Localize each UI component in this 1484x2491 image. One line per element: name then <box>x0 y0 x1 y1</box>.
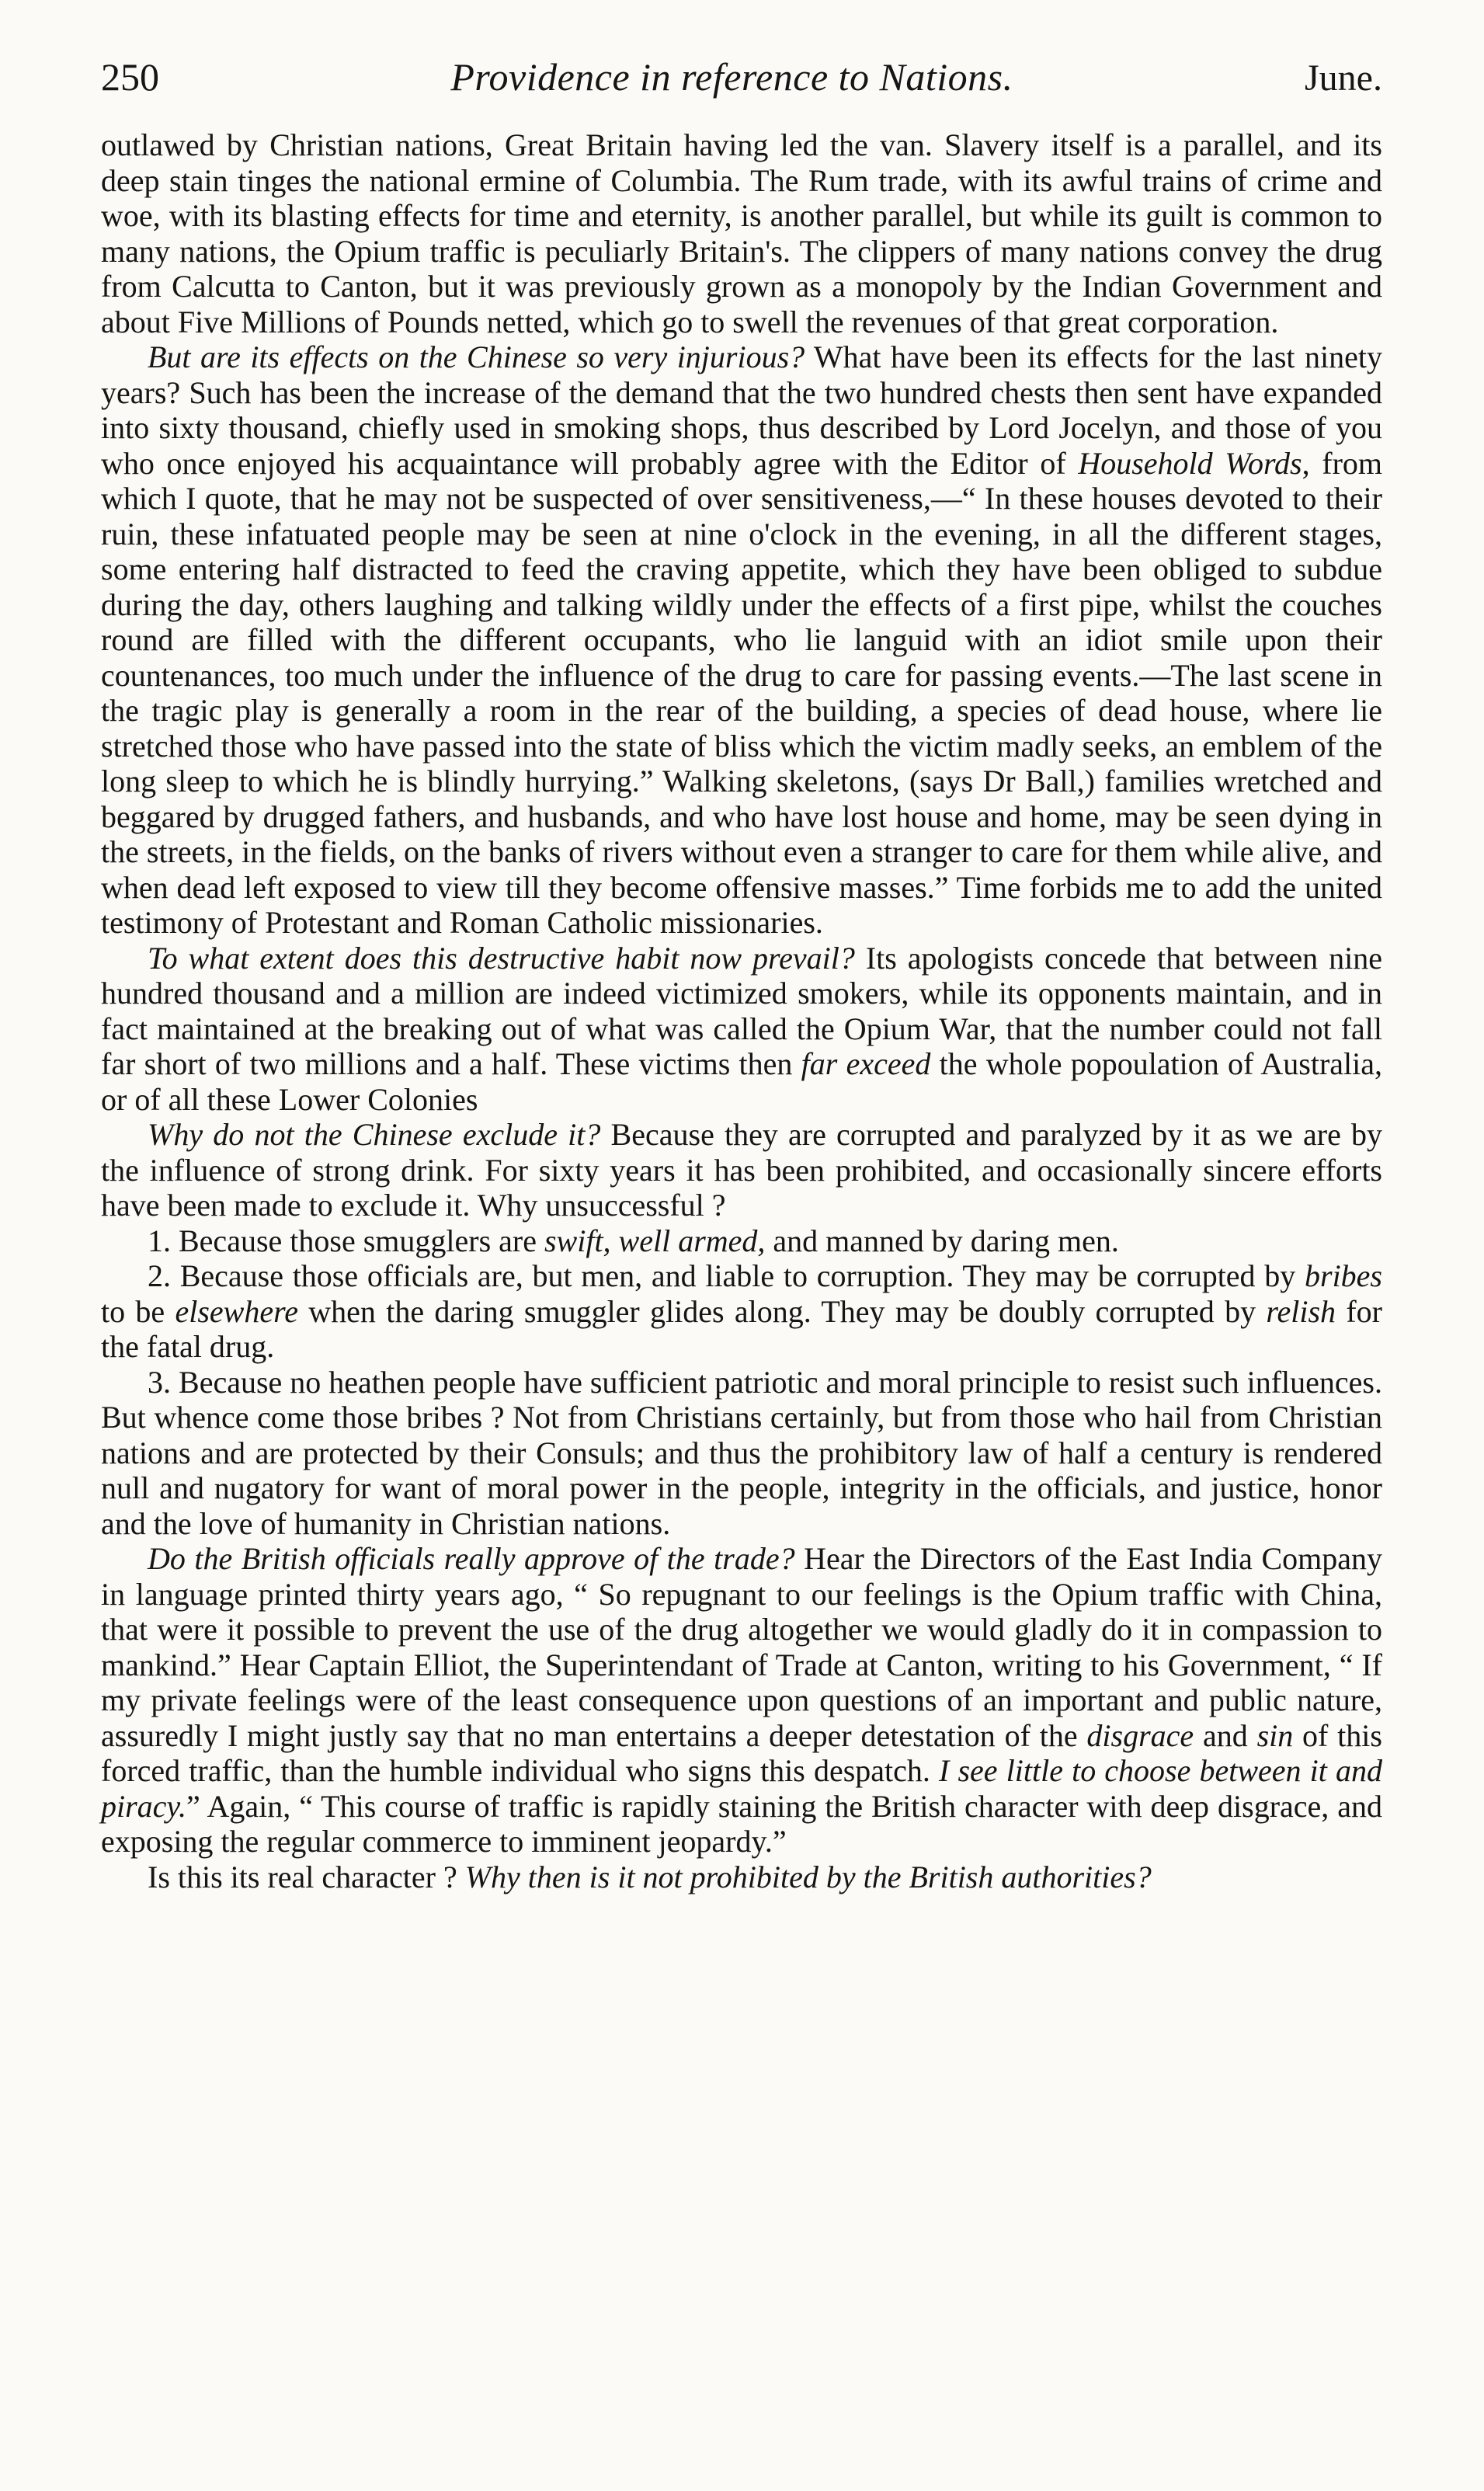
body-text-run: 3. Because no heathen people have sufficient patriotic and moral principle to resist such influences. But whence come those bribes ? Not from Christians certainly, but from those who hail from Christian nations and are protected by their Consuls; and thus the prohibitory law of half a century is rendered null and nugatory for want of moral power in the people, integrity in the officials, and justice, honor and the love of humanity in Christian nations. <box>101 1364 1382 1541</box>
italic-text: disgrace <box>1086 1717 1194 1753</box>
page-number: 250 <box>101 55 159 99</box>
italic-text: bribes <box>1305 1258 1382 1293</box>
italic-text: But are its effects on the Chinese so very injurious? <box>148 339 805 374</box>
body-text-run: for the fatal drug. <box>101 1293 1382 1364</box>
italic-text: I see little to choose between it and piracy. <box>101 1753 1382 1824</box>
italic-text: Do the British officials really approve of the trade? <box>148 1541 795 1576</box>
italic-text: sin <box>1256 1717 1294 1753</box>
italic-text: far exceed <box>801 1046 931 1081</box>
paragraph-reason-1 <box>101 1223 1382 1259</box>
body-text-run: Its apologists concede that between nine hundred thousand and a million are indeed victimized smokers, while its opponents maintain, and in fact maintained at the breaking out of what was called the Opium War, that the number could not fall far short of two millions and a half. These victims then <box>101 940 1382 1081</box>
italic-text: Why do not the Chinese exclude it? <box>148 1117 601 1152</box>
body-text-run: and <box>1194 1717 1257 1753</box>
paragraph-effects-on-chinese <box>101 339 1382 941</box>
body-text-run: when the daring smuggler glides along. They may be doubly corrupted by <box>297 1293 1267 1329</box>
italic-text: elsewhere <box>175 1293 298 1329</box>
body-text-run: Because they are corrupted and paralyzed by it as we are by the influence of strong drink. For sixty years it has been prohibited, and occasionally sincere efforts have been made to exclude it. Why unsuccessful ? <box>101 1117 1383 1223</box>
body-text-run: to be <box>101 1293 176 1329</box>
header-month: June. <box>1305 57 1382 99</box>
paragraph-british-officials <box>101 1541 1382 1860</box>
body-text-run: ” Again, “ This course of traffic is rapidly staining the British character with deep disgrace, and exposing the regular commerce to imminent jeopardy.” <box>101 1788 1382 1859</box>
paragraph-extent-of-habit <box>101 941 1382 1118</box>
paragraph-reason-3 <box>101 1365 1382 1542</box>
body-text-run: 1. Because those smugglers are <box>148 1223 544 1258</box>
body-text-run: and manned by daring men. <box>765 1223 1119 1258</box>
italic-text: Why then is it not prohibited by the British authorities? <box>464 1859 1152 1894</box>
body-text-run: Hear the Directors of the East India Company in language printed thirty years ago, “ So repugnant to our feelings is the Opium traffic with China, that were it possible to prevent the use of the drug altogether we would gladly do it in compassion to mankind.” Hear Captain Elliot, the Superintendant of Trade at Canton, writing to his Government, “ If my private feelings were of the least consequence upon questions of an important and public nature, assuredly I might justly say that no man entertains a deeper detestation of the <box>101 1541 1382 1753</box>
italic-text: swift, well armed, <box>544 1223 766 1258</box>
body-text-run: of this forced traffic, than the humble individual who signs this despatch. <box>101 1717 1382 1788</box>
paragraph-closing-question <box>101 1860 1382 1895</box>
body-text-run: What have been its effects for the last ninety years? Such has been the increase of the demand that the two hundred chests then sent have expanded into sixty thousand, chiefly used in smoking shops, thus described by Lord Jocelyn, and those of you who once enjoyed his acquaintance will probably agree with the Editor of <box>101 339 1382 481</box>
paragraph-continuation <box>101 127 1382 339</box>
running-title: Providence in reference to Nations. <box>450 55 1013 99</box>
document-page <box>101 54 1382 1894</box>
paragraph-why-not-exclude <box>101 1117 1382 1223</box>
body-text-run: outlawed by Christian nations, Great Britain having led the van. Slavery itself is a parallel, and its deep stain tinges the national ermine of Columbia. The Rum trade, with its awful trains of crime and woe, with its blasting effects for time and eternity, is another parallel, but while its guilt is common to many nations, the Opium traffic is peculiarly Britain's. The clippers of many nations convey the drug from Calcutta to Canton, but it was previously grown as a monopoly by the Indian Government and about Five Millions of Pounds netted, which go to swell the revenues of that great corporation. <box>101 127 1382 339</box>
italic-text: Household Words <box>1078 445 1302 481</box>
paragraph-reason-2 <box>101 1258 1382 1365</box>
body-text <box>101 127 1382 1894</box>
italic-text: To what extent does this destructive habit now prevail? <box>148 940 855 976</box>
body-text-run: the whole popoulation of Australia, or of all these Lower Colonies <box>101 1046 1383 1117</box>
body-text-run: , from which I quote, that he may not be suspected of over sensitiveness,—“ In these houses devoted to their ruin, these infatuated people may be seen at nine o'clock in the evening, in all the different stages, some entering half distracted to feed the craving appetite, which they have been obliged to subdue during the day, others laughing and talking wildly under the effects of a first pipe, whilst the couches round are filled with the different occupants, who lie languid with an idiot smile upon their countenances, too much under the influence of the drug to care for passing events.—The last scene in the tragic play is generally a room in the rear of the building, a species of dead house, where lie stretched those who have passed into the state of bliss which the victim madly seeks, an emblem of the long sleep to which he is blindly hurrying.” Walking skeletons, (says Dr Ball,) families wretched and beggared by drugged fathers, and husbands, and who have lost house and home, may be seen dying in the streets, in the fields, on the banks of rivers without even a stranger to care for them while alive, and when dead left exposed to view till they become offensive masses.” Time forbids me to add the united testimony of Protestant and Roman Catholic missionaries. <box>101 445 1382 940</box>
body-text-run: 2. Because those officials are, but men, and liable to corruption. They may be corrupted by <box>148 1258 1305 1293</box>
running-header <box>101 54 1382 121</box>
italic-text: relish <box>1266 1293 1336 1329</box>
body-text-run: Is this its real character ? <box>148 1859 465 1894</box>
